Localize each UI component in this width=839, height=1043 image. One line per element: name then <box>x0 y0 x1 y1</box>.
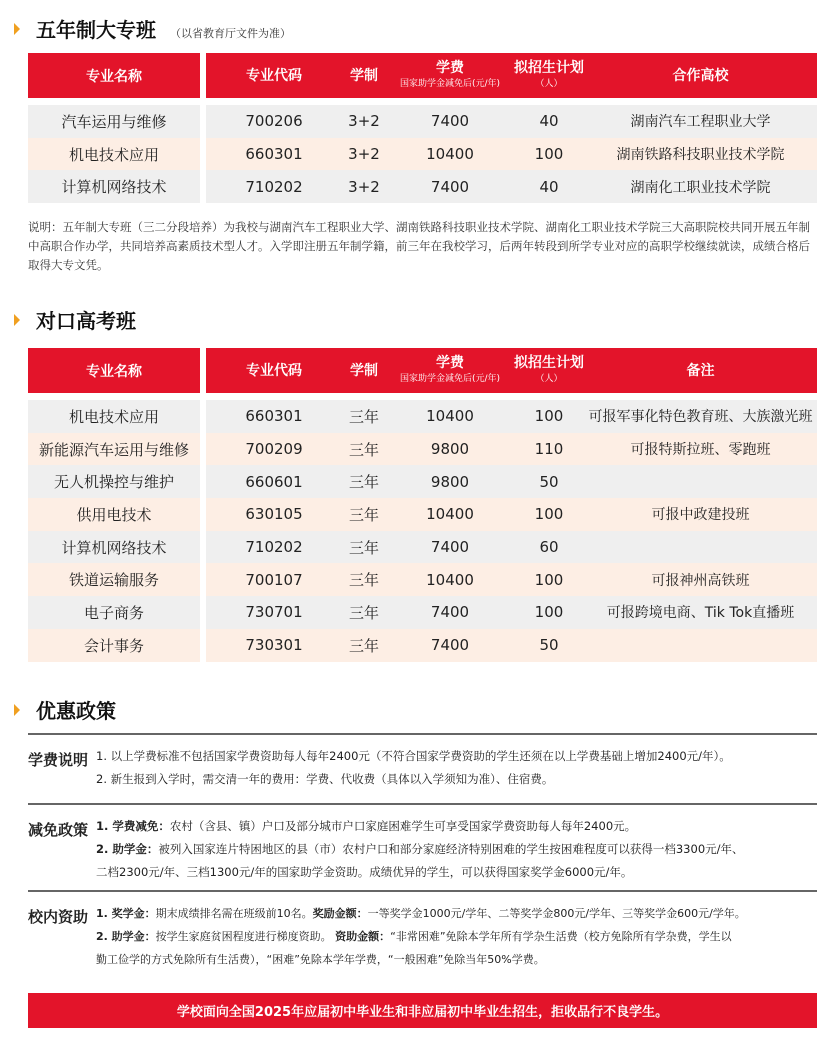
policy-line: 二档2300元/年、三档1300元/年的国家助学金资助。成绩优异的学生，可以获得国家奖学金6000元/年。 <box>96 865 633 879</box>
cell-plan: 100 <box>534 505 564 524</box>
enrollment-banner: 学校面向全国2025年应届初中毕业生和非应届初中毕业生招生，拒收品行不良学生。 <box>28 993 817 1028</box>
cell-extra: 湖南铁路科技职业技术学院 <box>616 147 785 164</box>
cell-extra: 可报神州高铁班 <box>651 572 750 589</box>
cell-code: 660301 <box>245 407 303 426</box>
cell-fee: 7400 <box>430 177 470 196</box>
cell-plan: 40 <box>539 177 559 196</box>
cell-fee: 7400 <box>430 636 470 655</box>
cell-length: 3+2 <box>348 177 380 196</box>
cell-code: 700206 <box>245 112 303 131</box>
cell-plan: 50 <box>539 636 559 655</box>
exam-table <box>28 348 817 662</box>
cell-fee: 9800 <box>430 440 470 459</box>
policy-line: 1. 以上学费标准不包括国家学费资助每人每年2400元（不符合国家学费资助的学生还须在以上学费基础上增加2400元/年）。 <box>96 749 731 763</box>
cell-code: 660601 <box>245 472 303 491</box>
table-header <box>28 53 817 98</box>
cell-plan: 100 <box>534 407 564 426</box>
policy-line: 2. 助学金：按学生家庭贫困程度进行梯度资助。 资助金额：“非常困难”免除本学年所有学杂生活费（校方免除所有学杂费，学生以 <box>96 930 732 943</box>
cell-plan: 100 <box>534 603 564 622</box>
cell-name: 计算机网络技术 <box>28 531 200 564</box>
table-row <box>28 465 817 498</box>
cell-length: 三年 <box>348 407 379 426</box>
policy-line: 1. 奖学金：期末成绩排名需在班级前10名。奖励金额：一等奖学金1000元/学年、二等奖学金800元/学年、三等奖学金600元/学年。 <box>96 907 746 920</box>
cell-name: 新能源汽车运用与维修 <box>28 433 200 466</box>
triangle-icon <box>14 704 20 716</box>
cell-plan: 60 <box>539 538 559 557</box>
table-row <box>28 596 817 629</box>
table-row <box>28 170 817 203</box>
cell-code: 710202 <box>245 177 303 196</box>
header-code: 专业代码 <box>246 67 302 84</box>
policy-title: 减免政策 <box>28 821 89 839</box>
cell-fee: 7400 <box>430 112 470 131</box>
table-row <box>28 531 817 564</box>
section-exam <box>14 305 136 334</box>
policy-school <box>28 890 817 980</box>
header-code: 专业代码 <box>246 362 302 379</box>
cell-extra: 可报特斯拉班、零跑班 <box>630 442 771 459</box>
table-row <box>28 138 817 171</box>
cell-length: 三年 <box>348 538 379 557</box>
table-header <box>28 348 817 393</box>
policy-line: 勤工俭学的方式免除所有生活费），“困难”免除本学年学费，“一般困难”免除当年50%学费。 <box>96 953 545 966</box>
policy-line: 1. 学费减免：农村（含县、镇）户口及部分城市户口家庭困难学生可享受国家学费资助每人每年2400元。 <box>96 819 637 833</box>
section-title: 优惠政策 <box>36 699 116 723</box>
cell-plan: 100 <box>534 570 564 589</box>
cell-name: 供用电技术 <box>28 498 200 531</box>
cell-name: 机电技术应用 <box>28 138 200 171</box>
policy-fee <box>28 733 817 803</box>
cell-code: 660301 <box>245 145 303 164</box>
cell-code: 710202 <box>245 538 303 557</box>
header-length: 学制 <box>350 362 378 379</box>
section-policy <box>14 695 116 724</box>
cell-extra: 湖南化工职业技术学院 <box>630 179 771 196</box>
table-row <box>28 400 817 433</box>
cell-fee: 9800 <box>430 472 470 491</box>
cell-code: 730701 <box>245 603 303 622</box>
cell-extra: 可报中政建投班 <box>651 507 750 524</box>
cell-plan: 50 <box>539 472 559 491</box>
header-name: 专业名称 <box>28 348 200 393</box>
triangle-icon <box>14 314 20 326</box>
header-partner: 合作高校 <box>672 67 729 84</box>
cell-length: 3+2 <box>348 145 380 164</box>
cell-fee: 10400 <box>426 407 474 426</box>
cell-extra: 湖南汽车工程职业大学 <box>630 114 771 131</box>
triangle-icon <box>14 23 20 35</box>
cell-code: 730301 <box>245 636 303 655</box>
header-fee: 学费 国家助学金减免后(元/年) <box>399 354 501 384</box>
header-remarks: 备注 <box>686 362 715 379</box>
policy-line: 2. 新生报到入学时，需交清一年的费用：学费、代收费（具体以入学须知为准）、住宿费。 <box>96 772 554 786</box>
cell-code: 700107 <box>245 570 303 589</box>
header-name: 专业名称 <box>28 53 200 98</box>
section-title: 五年制大专班 <box>36 18 156 42</box>
section-title: 对口高考班 <box>36 309 136 333</box>
cell-code: 630105 <box>245 505 303 524</box>
cell-name: 计算机网络技术 <box>28 170 200 203</box>
table-row <box>28 498 817 531</box>
cell-name: 汽车运用与维修 <box>28 105 200 138</box>
cell-name: 机电技术应用 <box>28 400 200 433</box>
section-five-year <box>14 14 291 43</box>
cell-code: 700209 <box>245 440 303 459</box>
cell-length: 三年 <box>348 603 379 622</box>
header-fee: 学费 国家助学金减免后(元/年) <box>399 59 501 89</box>
table-row <box>28 563 817 596</box>
policy-title: 学费说明 <box>28 751 89 769</box>
cell-length: 三年 <box>348 636 379 655</box>
cell-length: 三年 <box>348 505 379 524</box>
table-row <box>28 433 817 466</box>
policy-waiver <box>28 803 817 890</box>
header-length: 学制 <box>350 67 378 84</box>
five-year-table <box>28 53 817 203</box>
header-plan: 拟招生计划 （人） <box>514 354 584 384</box>
cell-fee: 10400 <box>426 145 474 164</box>
cell-plan: 110 <box>534 440 564 459</box>
header-plan: 拟招生计划 （人） <box>514 59 584 89</box>
cell-name: 电子商务 <box>28 596 200 629</box>
cell-fee: 10400 <box>426 505 474 524</box>
cell-name: 铁道运输服务 <box>28 563 200 596</box>
description: 说明：五年制大专班（三二分段培养）为我校与湖南汽车工程职业大学、湖南铁路科技职业技术学院、湖南化工职业技术学院三大高职院校共同开展五年制中高职合作办学，共同培养高素质技术型人才。入学即注册五年制学籍，前三年在我校学习，后两年转段到所学专业对应的高职学校继续就读，成绩合格后取得大专文凭。 <box>28 220 810 272</box>
cell-length: 三年 <box>348 440 379 459</box>
policy-line: 2. 助学金：被列入国家连片特困地区的县（市）农村户口和部分家庭经济特别困难的学生按困难程度可以获得一档3300元/年、 <box>96 842 744 856</box>
cell-fee: 7400 <box>430 603 470 622</box>
table-row <box>28 105 817 138</box>
cell-name: 无人机操控与维护 <box>28 465 200 498</box>
policy-title: 校内资助 <box>28 908 89 926</box>
cell-name: 会计事务 <box>28 629 200 662</box>
cell-fee: 7400 <box>430 538 470 557</box>
section-note: （以省教育厅文件为准） <box>170 27 291 40</box>
cell-plan: 40 <box>539 112 559 131</box>
cell-fee: 10400 <box>426 570 474 589</box>
cell-length: 三年 <box>348 473 379 492</box>
table-row <box>28 629 817 662</box>
cell-length: 三年 <box>348 571 379 590</box>
cell-plan: 100 <box>534 145 564 164</box>
cell-length: 3+2 <box>348 112 380 131</box>
cell-extra: 可报军事化特色教育班、大族激光班 <box>588 409 813 426</box>
cell-extra: 可报跨境电商、Tik Tok直播班 <box>606 605 795 622</box>
